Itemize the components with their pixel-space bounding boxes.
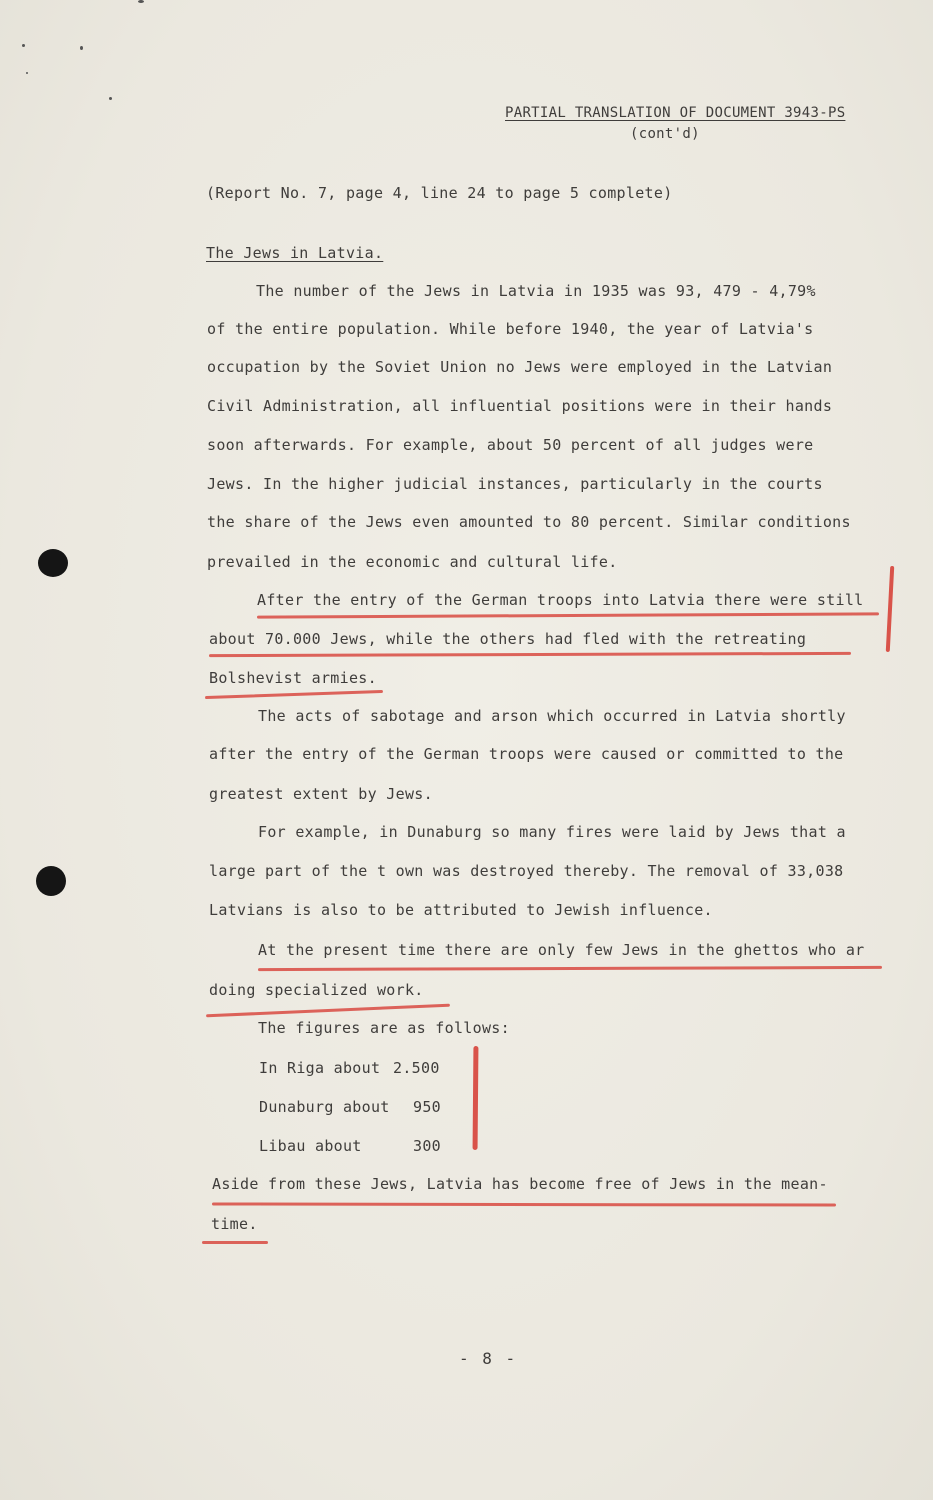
figure-place: In Riga about [259,1059,381,1077]
body-line: greatest extent by Jews. [209,785,433,803]
body-line: The acts of sabotage and arson which occurred in Latvia shortly [258,707,846,725]
red-underline [258,966,882,971]
body-line: The figures are as follows: [258,1019,510,1037]
body-line: Civil Administration, all influential positions were in their hands [207,397,833,415]
red-underline [212,1202,836,1206]
red-underline [206,1004,450,1018]
page-number: - 8 - [459,1349,518,1368]
body-line: large part of the t own was destroyed thereby. The removal of 33,038 [209,862,844,880]
red-underline [205,690,383,699]
section-title: The Jews in Latvia. [206,244,384,262]
figure-place: Dunaburg about [259,1098,390,1116]
body-line: soon afterwards. For example, about 50 percent of all judges were [207,436,814,454]
figure-place: Libau about [259,1137,362,1155]
paper-speck [80,46,83,50]
punch-hole-mark [38,549,68,577]
closing-line: time. [211,1215,258,1233]
red-underline [257,612,879,618]
document-header-title: PARTIAL TRANSLATION OF DOCUMENT 3943-PS [505,105,846,121]
paper-speck [109,97,112,100]
figure-value: 300 [413,1137,441,1155]
red-margin-bracket [886,566,894,652]
figure-value: 2.500 [393,1059,440,1077]
paper-speck [22,44,25,47]
body-line: At the present time there are only few Jews in the ghettos who ar [258,941,865,959]
body-line: prevailed in the economic and cultural life. [207,553,618,571]
body-line: about 70.000 Jews, while the others had fled with the retreating [209,630,807,648]
red-underline [209,652,851,657]
body-line: After the entry of the German troops into Latvia there were still [257,591,864,609]
report-reference: (Report No. 7, page 4, line 24 to page 5 complete) [206,184,673,202]
body-line: after the entry of the German troops were caused or committed to the [209,745,844,763]
closing-line: Aside from these Jews, Latvia has become free of Jews in the mean- [212,1175,828,1193]
paper-speck [26,72,28,74]
figure-value: 950 [413,1098,441,1116]
body-line: the share of the Jews even amounted to 80 percent. Similar conditions [207,513,851,531]
paper-speck [138,0,144,3]
red-margin-bracket [473,1046,479,1150]
punch-hole-mark [36,866,66,896]
body-line: of the entire population. While before 1940, the year of Latvia's [207,320,814,338]
body-line: For example, in Dunaburg so many fires were laid by Jews that a [258,823,846,841]
body-line: Latvians is also to be attributed to Jewish influence. [209,901,713,919]
body-line: occupation by the Soviet Union no Jews were employed in the Latvian [207,358,833,376]
body-line: The number of the Jews in Latvia in 1935 was 93, 479 - 4,79% [256,282,816,300]
body-line: Bolshevist armies. [209,669,377,687]
body-line: doing specialized work. [209,981,424,999]
document-header-cont: (cont'd) [630,126,700,142]
body-line: Jews. In the higher judicial instances, particularly in the courts [207,475,823,493]
red-underline [202,1241,268,1244]
